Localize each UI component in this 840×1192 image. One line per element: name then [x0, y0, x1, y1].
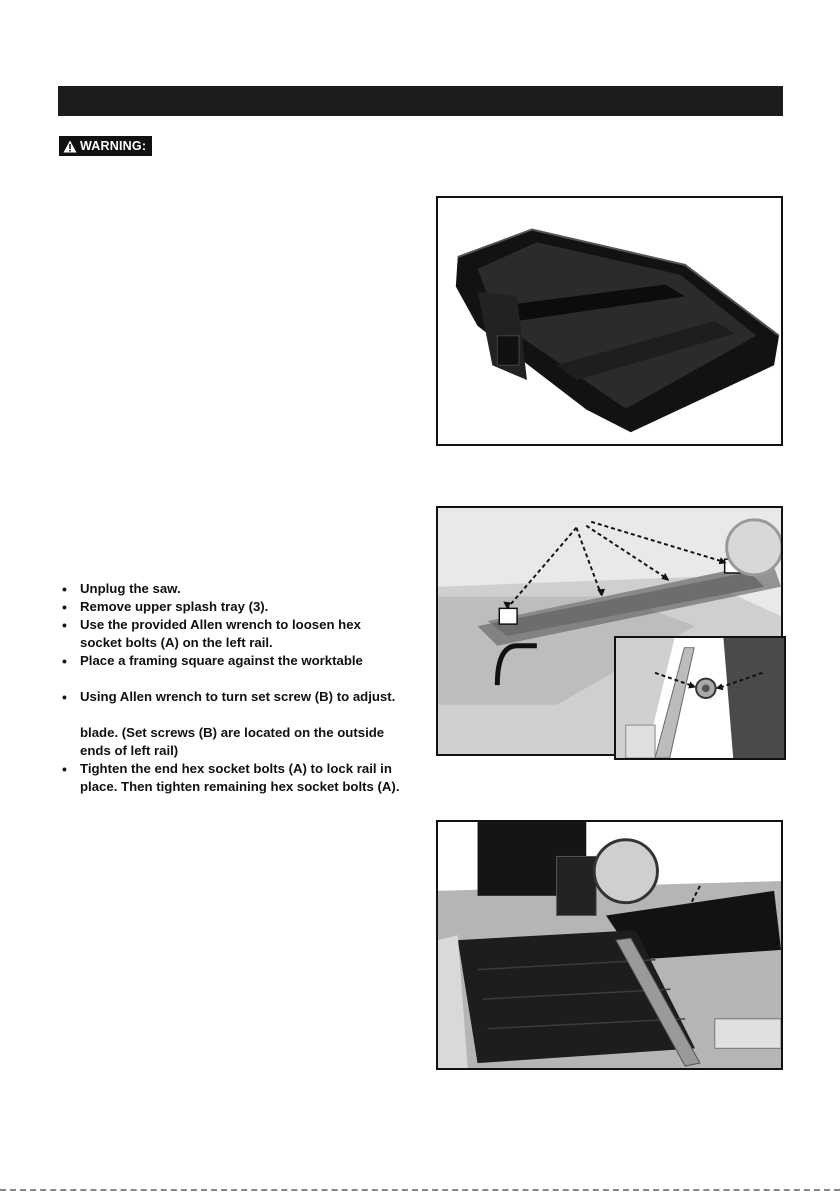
- step-item: • Use the provided Allen wrench to loosen hex: [60, 616, 410, 634]
- step-item-continuation: place. Then tighten remaining hex socket bolts (A).: [80, 779, 400, 794]
- step-item: • Using Allen wrench to turn set screw (B) to adjust.: [60, 688, 410, 706]
- page-edge-line: [0, 1189, 840, 1191]
- step-item: • Unplug the saw.: [60, 580, 410, 598]
- step-item-continuation: socket bolts (A) on the left rail.: [80, 635, 273, 650]
- step-item: • Remove upper splash tray (3).: [60, 598, 410, 616]
- step-item: • Tighten the end hex socket bolts (A) to lock rail in: [60, 760, 410, 778]
- warning-label: WARNING:: [80, 139, 147, 153]
- step-item: • Place a framing square against the worktable: [60, 652, 410, 670]
- adjustment-steps-list: [60, 580, 410, 796]
- warning-triangle-icon: [63, 140, 77, 153]
- splash-tray-photo: [436, 196, 783, 446]
- section-header-bar: [58, 86, 783, 116]
- warning-badge: [59, 136, 152, 156]
- framing-square-photo: [436, 820, 783, 1070]
- step-item-continuation: ends of left rail): [80, 743, 179, 758]
- set-screw-detail-photo: [614, 636, 786, 760]
- step-item-continuation: blade. (Set screws (B) are located on the outside: [80, 725, 385, 740]
